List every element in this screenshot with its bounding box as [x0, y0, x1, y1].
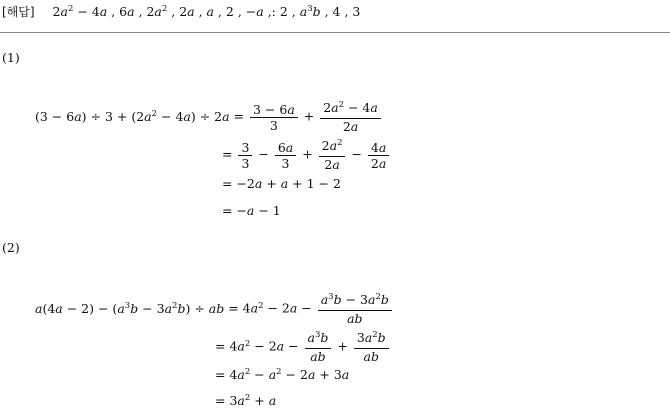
section-1-lhs: $(3 - 6a) \div 3 + (2a^2 - 4a) \div 2a$ — [35, 108, 230, 124]
answer-3: $2a^2$ — [146, 4, 168, 19]
answer-header — [2, 3, 360, 20]
fraction: $\frac{4a}{2a}$ — [368, 140, 389, 171]
fraction: $\frac{3 - 6a}{3}$ — [250, 102, 298, 133]
answer-11: 3 — [352, 4, 361, 19]
answer-1: $2a^2 - 4a$ — [52, 4, 108, 19]
answer-8: 2 — [279, 4, 288, 19]
section-2-equation-line-1: $a(4a - 2) - (a^3b - 3a^2b)$ ÷ ab = $4a^2 - 2a$ − $\frac{a^3b - 3a^2b}{ab}$ — [35, 292, 394, 326]
fraction: $\frac{2a^2 - 4a}{2a}$ — [320, 100, 381, 134]
fraction: $\frac{a^3b}{ab}$ — [305, 330, 332, 364]
answer-6: 2 — [225, 4, 234, 19]
section-2-lhs: $a(4a - 2) - (a^3b - 3a^2b)$ ÷ ab — [35, 300, 225, 316]
answer-9: $a^3b$ — [299, 4, 321, 19]
section-1-step-4: = −a − 1 — [222, 203, 281, 218]
answer-label: [해답] — [2, 5, 35, 19]
section-1-equation-line-1: $(3 - 6a) \div 3 + (2a^2 - 4a) \div 2a$ = $\frac{3 - 6a}{3}$ + $\frac{2a^2 - 4a}{2a}$ — [35, 100, 383, 134]
answer-list: $2a^2 - 4a$ , 6a , $2a^2$ , 2a , a , 2 , −a ,: 2 , $a^3b$ , 4 , 3 — [52, 4, 361, 19]
section-1-number: (1) — [2, 50, 20, 65]
answer-10: 4 — [332, 4, 341, 19]
fraction: $\frac{a^3b - 3a^2b}{ab}$ — [318, 292, 392, 326]
header-divider — [0, 32, 670, 33]
fraction: $\frac{6a}{3}$ — [275, 140, 296, 171]
answer-4: 2a — [179, 4, 195, 19]
fraction: $\frac{3a^2b}{ab}$ — [354, 330, 389, 364]
answer-5: a — [206, 4, 214, 19]
answer-2: 6a — [119, 4, 135, 19]
section-2-step-3: = $4a^2 - a^2 - 2a + 3a$ — [215, 367, 350, 382]
section-1-step-3: = −2a + a + 1 − 2 — [222, 176, 341, 191]
fraction: $\frac{3}{3}$ — [238, 140, 252, 171]
section-1-step-2: = $\frac{3}{3}$ − $\frac{6a}{3}$ + $\frac{2a^2}{2a}$ − $\frac{4a}{2a}$ — [222, 138, 391, 172]
answer-7: −a — [245, 4, 264, 19]
section-2-step-4: = $3a^2 + a$ — [215, 393, 277, 408]
section-2-number: (2) — [2, 240, 20, 255]
section-2-step-2: = $4a^2 - 2a$ − $\frac{a^3b}{ab}$ + $\frac{3a^2b}{ab}$ — [215, 330, 391, 364]
fraction: $\frac{2a^2}{2a}$ — [319, 138, 346, 172]
